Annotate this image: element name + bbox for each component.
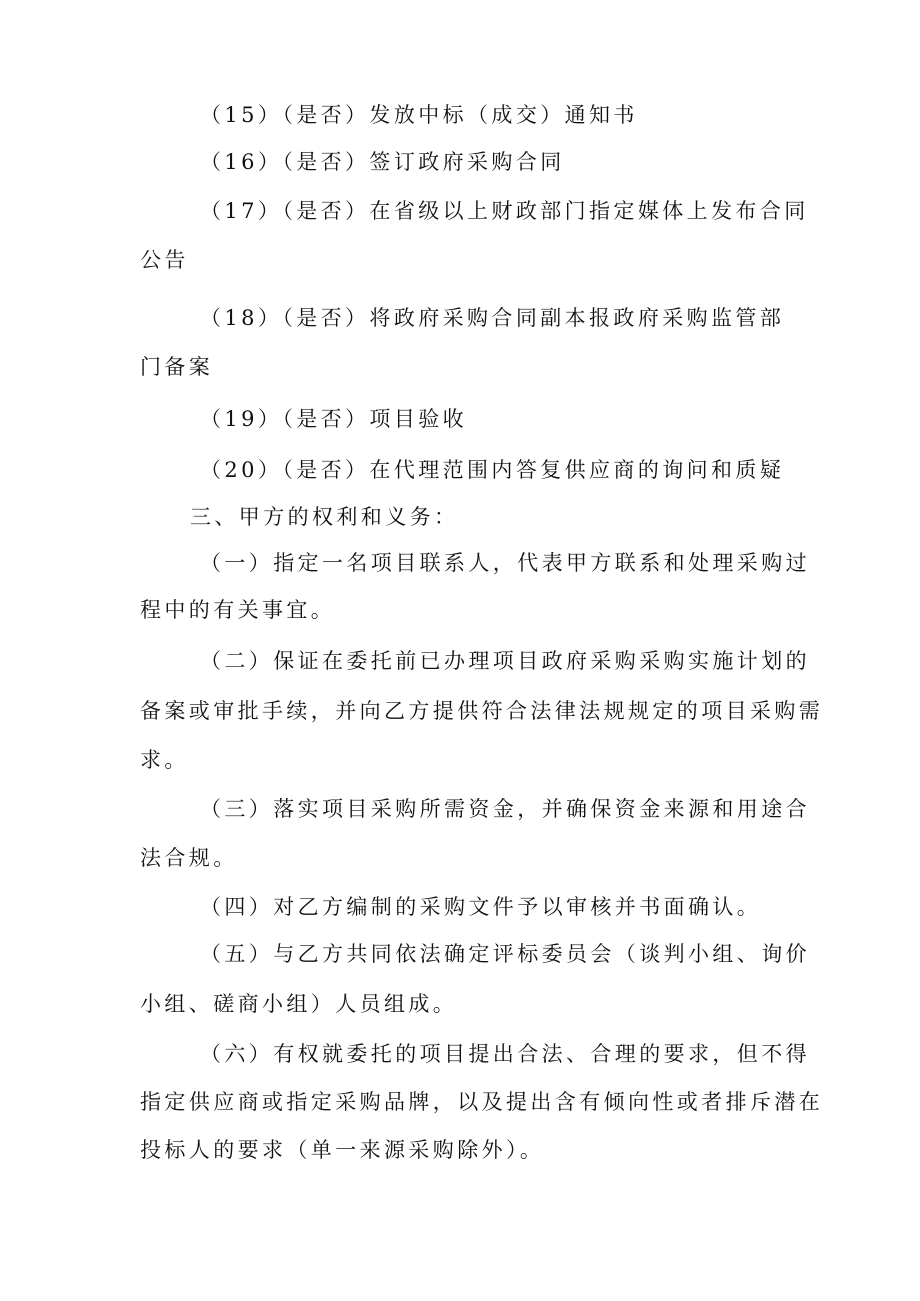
item-6-cont-2: 投标人的要求（单一来源采购除外）。 (140, 1138, 545, 1162)
clause-16: （16）（是否）签订政府采购合同 (200, 150, 565, 174)
section-heading: 三、甲方的权利和义务： (190, 505, 459, 529)
item-5-cont: 小组、磋商小组）人员组成。 (140, 992, 458, 1016)
item-5: （五）与乙方共同依法确定评标委员会（谈判小组、询价 (200, 942, 810, 966)
clause-15: （15）（是否）发放中标（成交）通知书 (200, 103, 638, 127)
item-4: （四）对乙方编制的采购文件予以审核并书面确认。 (200, 895, 762, 919)
item-1: （一）指定一名项目联系人，代表甲方联系和处理采购过 (200, 551, 810, 575)
clause-18: （18）（是否）将政府采购合同副本报政府采购监管部 (200, 306, 785, 330)
clause-20: （20）（是否）在代理范围内答复供应商的询问和质疑 (200, 458, 785, 482)
item-3-cont: 法合规。 (140, 846, 238, 870)
item-3: （三）落实项目采购所需资金，并确保资金来源和用途合 (200, 797, 810, 821)
clause-18-cont: 门备案 (140, 355, 214, 379)
item-2: （二）保证在委托前已办理项目政府采购采购实施计划的 (200, 649, 810, 673)
item-1-cont: 程中的有关事宜。 (140, 598, 336, 622)
item-2-cont-2: 求。 (140, 748, 189, 772)
clause-17-cont: 公告 (140, 248, 189, 272)
item-2-cont-1: 备案或审批手续，并向乙方提供符合法律法规规定的项目采购需 (140, 699, 824, 723)
item-6: （六）有权就委托的项目提出合法、合理的要求，但不得 (200, 1042, 810, 1066)
clause-17: （17）（是否）在省级以上财政部门指定媒体上发布合同 (200, 199, 809, 223)
clause-19: （19）（是否）项目验收 (200, 407, 468, 431)
item-6-cont-1: 指定供应商或指定采购品牌，以及提出含有倾向性或者排斥潜在 (140, 1090, 824, 1114)
